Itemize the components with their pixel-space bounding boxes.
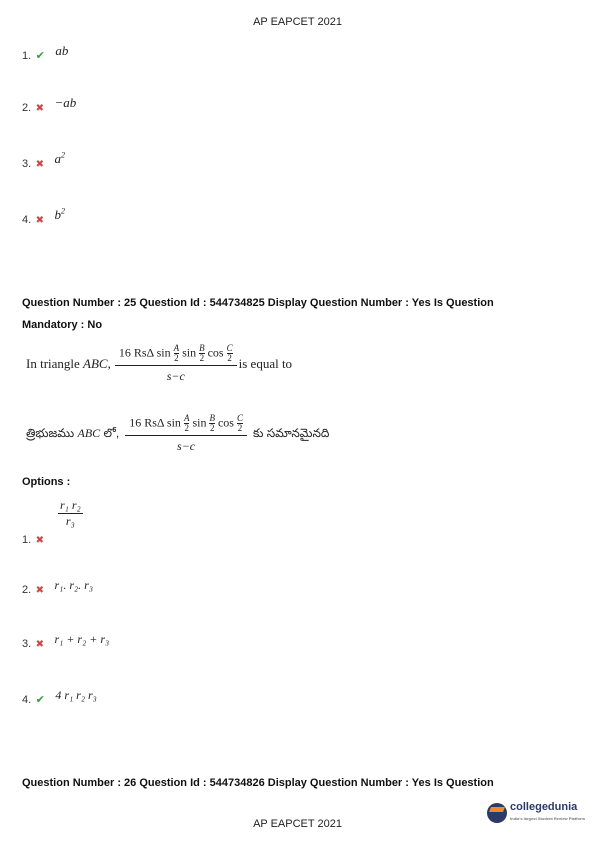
page-footer: AP EAPCET 2021 — [253, 818, 342, 830]
option-number: 1. — [22, 534, 32, 546]
options-label: Options : — [22, 476, 71, 488]
question-info-line: Question Number : 26 Question Id : 544734826 Display Question Number : Yes Is Question — [22, 777, 494, 789]
correct-check-icon: ✔ — [35, 694, 45, 706]
stem-fraction — [125, 414, 247, 454]
fraction-numerator: 16 RsΔ sin $\frac{A}{2}$ sin $\frac{B}{2}$ cos $\frac{C}{2}$ — [115, 344, 237, 366]
option-text: b2 — [54, 206, 65, 222]
fraction-denominator: s−c — [166, 369, 185, 383]
wrong-cross-icon: ✖ — [35, 215, 45, 226]
option-number: 1. — [22, 50, 32, 62]
option-number: 3. — [22, 638, 32, 650]
wrong-cross-icon: ✖ — [35, 639, 45, 650]
page-header: AP EAPCET 2021 — [253, 16, 342, 28]
wrong-cross-icon: ✖ — [35, 585, 45, 596]
graduation-cap-icon — [487, 803, 507, 823]
question-info — [22, 292, 582, 336]
option-number: 4. — [22, 694, 32, 706]
stem-text: In triangle ABC, — [26, 356, 111, 371]
fraction-denominator: s−c — [177, 439, 196, 453]
wrong-cross-icon: ✖ — [35, 535, 45, 546]
option-number: 4. — [22, 214, 32, 226]
logo-name: collegedunia — [510, 801, 578, 813]
stem-fraction — [115, 344, 237, 384]
wrong-cross-icon: ✖ — [35, 103, 45, 114]
fraction-numerator: 16 RsΔ sin $\frac{A}{2}$ sin $\frac{B}{2}$ cos $\frac{C}{2}$ — [125, 414, 247, 436]
option-2 — [22, 580, 93, 598]
stem-text: త్రిభుజము ABC లో, — [26, 425, 120, 440]
logo-tagline: India's largest Student Review Platform — [510, 816, 585, 821]
collegedunia-logo — [487, 802, 585, 824]
option-number: 3. — [22, 158, 32, 170]
option-fraction: $\frac{\text{r₁ r₂}}{\text{r₃}}$ — [60, 498, 81, 528]
prev-option-1 — [22, 43, 69, 64]
stem-suffix: కు సమానమైనది — [252, 425, 330, 440]
option-text: r₁. r₂. r₃ — [54, 578, 94, 592]
option-text: ab — [55, 43, 69, 58]
question-info-line: Mandatory : No — [22, 319, 103, 331]
option-1 — [22, 498, 142, 548]
option-number: 2. — [22, 102, 32, 114]
option-text: 4 r₁ r₂ r₃ — [55, 688, 97, 702]
option-text: a2 — [54, 150, 65, 166]
prev-option-2 — [22, 95, 77, 116]
option-3 — [22, 634, 109, 652]
question-info-line: Question Number : 25 Question Id : 544734825 Display Question Number : Yes Is Question — [22, 297, 494, 309]
wrong-cross-icon: ✖ — [35, 159, 45, 170]
option-4 — [22, 690, 97, 708]
option-number: 2. — [22, 584, 32, 596]
option-text: −ab — [54, 95, 77, 110]
question-stem-telugu — [26, 414, 329, 454]
stem-suffix: is equal to — [238, 356, 293, 371]
question-info — [22, 772, 582, 794]
prev-option-3 — [22, 150, 65, 172]
option-text: r₁ + r₂ + r₃ — [54, 632, 110, 646]
correct-check-icon: ✔ — [35, 50, 45, 62]
prev-option-4 — [22, 206, 65, 228]
question-stem-english — [26, 344, 292, 384]
